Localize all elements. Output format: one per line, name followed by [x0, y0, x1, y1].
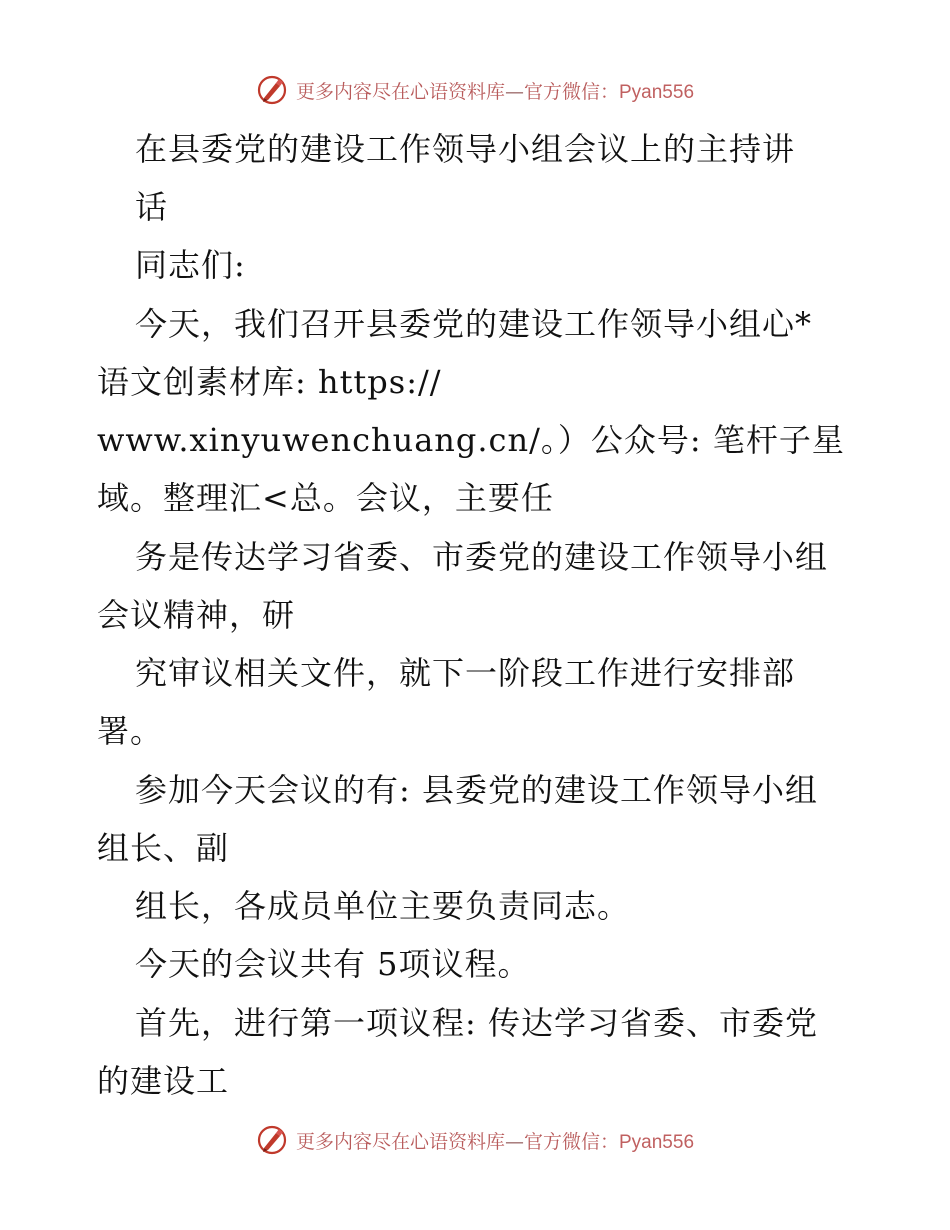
footer-banner-title: 更多内容尽在心语资料库: [295, 1130, 505, 1153]
header-banner-title: 更多内容尽在心语资料库: [295, 80, 505, 103]
header-banner-text: [296, 77, 694, 104]
doc-line: 署。: [97, 712, 164, 750]
pen-logo-icon: [256, 1124, 288, 1156]
doc-line: 参加今天会议的有: 县委党的建设工作领导小组: [135, 771, 818, 809]
doc-line: 务是传达学习省委、市委党的建设工作领导小组: [135, 538, 829, 576]
doc-line: 今天的会议共有 5项议程。: [135, 945, 531, 983]
doc-line: 域。整理汇<总。会议，主要任: [97, 479, 554, 517]
header-banner-wechat-id: Pyan556: [619, 81, 695, 103]
footer-banner-wechat-label: 官方微信：: [523, 1130, 619, 1153]
doc-line: 组长、副: [97, 829, 230, 867]
doc-line: 究审议相关文件，就下一阶段工作进行安排部: [135, 654, 796, 692]
footer-banner-dash: —: [504, 1130, 524, 1153]
footer-banner-wechat-id: Pyan556: [619, 1131, 695, 1153]
pen-logo-icon: [256, 74, 288, 106]
doc-line: 在县委党的建设工作领导小组会议上的主持讲: [135, 130, 796, 168]
doc-line: 话: [135, 188, 169, 226]
footer-banner-text: [296, 1127, 694, 1154]
doc-line: 会议精神，研: [97, 596, 296, 634]
doc-line: 首先，进行第一项议程: 传达学习省委、市委党: [135, 1004, 818, 1042]
doc-line: 同志们:: [135, 246, 246, 284]
footer-banner: [0, 1120, 950, 1160]
doc-line: 组长，各成员单位主要负责同志。: [135, 887, 631, 925]
doc-line: www.xinyuwenchuang.cn/。）公众号: 笔杆子星: [97, 421, 845, 459]
header-banner: [0, 70, 950, 110]
header-banner-wechat-label: 官方微信：: [523, 80, 619, 103]
doc-line: 语文创素材库: https://: [97, 363, 442, 401]
header-banner-dash: —: [504, 80, 524, 103]
doc-line: 今天，我们召开县委党的建设工作领导小组心*: [135, 305, 813, 343]
doc-line: 的建设工: [97, 1062, 230, 1100]
